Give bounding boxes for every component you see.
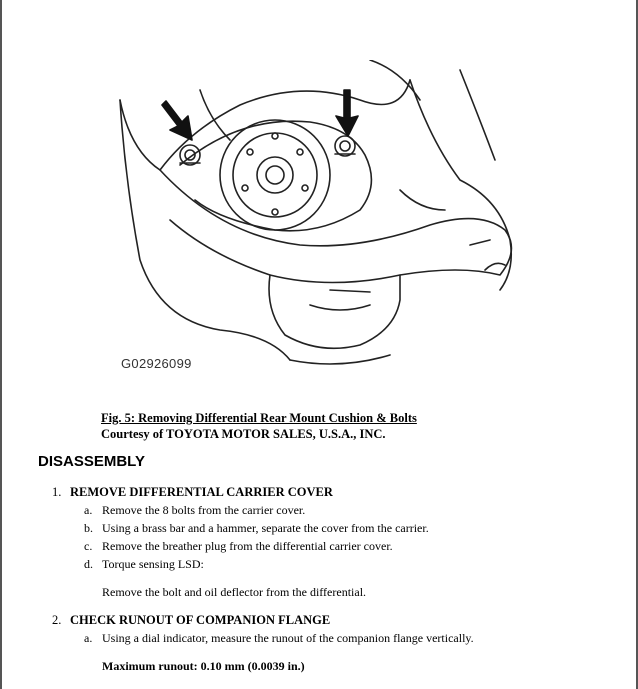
figure-caption [101,410,417,442]
step-title: REMOVE DIFFERENTIAL CARRIER COVER [70,485,333,499]
arrow-left-bolt [162,101,192,140]
lower-body [269,275,400,348]
figure-id: G02926099 [121,356,192,371]
substep-1c [84,539,393,554]
substep-letter: d. [84,557,93,571]
caption-title: Fig. 5: Removing Differential Rear Mount Cushion & Bolts [101,411,417,425]
right-bolt [335,136,355,156]
step-title: CHECK RUNOUT OF COMPANION FLANGE [70,613,331,627]
substep-letter: a. [84,631,93,645]
page-edge-left [0,0,2,689]
step-2-note: Maximum runout: 0.10 mm (0.0039 in.) [102,659,305,673]
caption-courtesy: Courtesy of TOYOTA MOTOR SALES, U.S.A., INC. [101,427,386,441]
step-number: 1. [52,485,62,499]
substep-1a [84,503,305,518]
substep-text: Remove the 8 bolts from the carrier cover. [102,503,306,517]
substep-letter: b. [84,521,93,535]
substep-text: Using a dial indicator, measure the runout of the companion flange vertically. [102,631,474,645]
substep-1b [84,521,429,536]
substep-text: Remove the breather plug from the differential carrier cover. [102,539,393,553]
substep-1d [84,557,204,572]
step-1-note: Remove the bolt and oil deflector from the differential. [102,585,367,599]
substep-text: Torque sensing LSD: [102,557,204,571]
substep-letter: c. [84,539,93,553]
substep-2a [84,631,474,646]
step-number: 2. [52,613,62,627]
substep-text: Using a brass bar and a hammer, separate the cover from the carrier. [102,521,429,535]
housing-outline-left [120,100,290,360]
arrow-right-bolt [336,90,358,136]
housing-outline-right [410,80,511,290]
differential-illustration [100,60,540,380]
companion-flange [220,120,330,230]
substep-letter: a. [84,503,93,517]
crossmember [160,170,511,283]
left-bolt [180,145,200,165]
section-heading: DISASSEMBLY [38,453,145,470]
